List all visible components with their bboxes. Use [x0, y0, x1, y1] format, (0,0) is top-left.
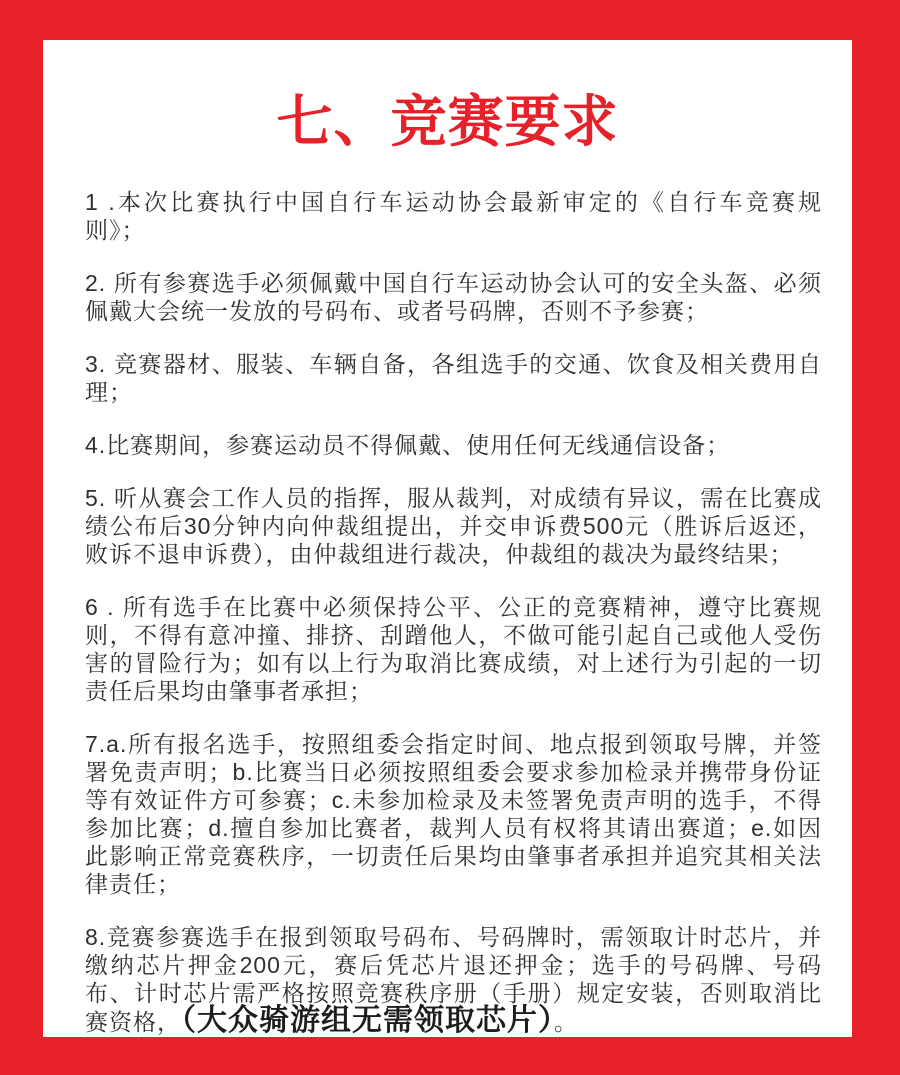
rule-item-7: 7.a.所有报名选手，按照组委会指定时间、地点报到领取号牌，并签署免责声明；b.比赛当日必须按照组委会要求参加检录并携带身份证等有效证件方可参赛；c.未参加检录及未签署免责声明的选手，不得参加比赛；d.擅自参加比赛者，裁判人员有权将其请出赛道；e.如因此影响正常竞赛秩序，一切责任后果均由肇事者承担并追究其相关法律责任；	[85, 731, 822, 897]
rule-8-bold-note: （大众骑游组无需领取芯片）	[181, 1004, 554, 1037]
rule-item-5: 5. 听从赛会工作人员的指挥，服从裁判，对成绩有异议，需在比赛成绩公布后30分钟内向仲裁组提出，并交申诉费500元（胜诉后返还，败诉不退申诉费），由仲裁组进行裁决，仲裁组的裁决为最终结果；	[85, 485, 822, 567]
rule-item-6: 6 . 所有选手在比赛中必须保持公平、公正的竞赛精神，遵守比赛规则，不得有意冲撞、排挤、刮蹭他人，不做可能引起自己或他人受伤害的冒险行为；如有以上行为取消比赛成绩，对上述行为引起的一切责任后果均由肇事者承担；	[85, 594, 822, 704]
rule-item-3: 3. 竞赛器材、服装、车辆自备，各组选手的交通、饮食及相关费用自理；	[85, 351, 822, 405]
rule-8-suffix: 。	[554, 1009, 578, 1035]
rules-list	[85, 188, 822, 1036]
content-sheet	[43, 40, 852, 1037]
rule-item-2: 2. 所有参赛选手必须佩戴中国自行车运动协会认可的安全头盔、必须佩戴大会统一发放的号码布、或者号码牌，否则不予参赛；	[85, 270, 822, 324]
rule-8-text: 8.竞赛参赛选手在报到领取号码布、号码牌时，需领取计时芯片，并缴纳芯片押金200元，赛后凭芯片退还押金；选手的号码牌、号码布、计时芯片需严格按照竞赛秩序册（手册）规定安装，否则取消比赛资格，	[85, 924, 822, 1035]
page-title: 七、竞赛要求	[276, 90, 619, 153]
rule-item-1: 1 .本次比赛执行中国自行车运动协会最新审定的《自行车竞赛规则》；	[85, 189, 822, 243]
rule-item-4: 4.比赛期间，参赛运动员不得佩戴、使用任何无线通信设备；	[85, 432, 731, 458]
rule-item-8	[85, 923, 822, 1036]
